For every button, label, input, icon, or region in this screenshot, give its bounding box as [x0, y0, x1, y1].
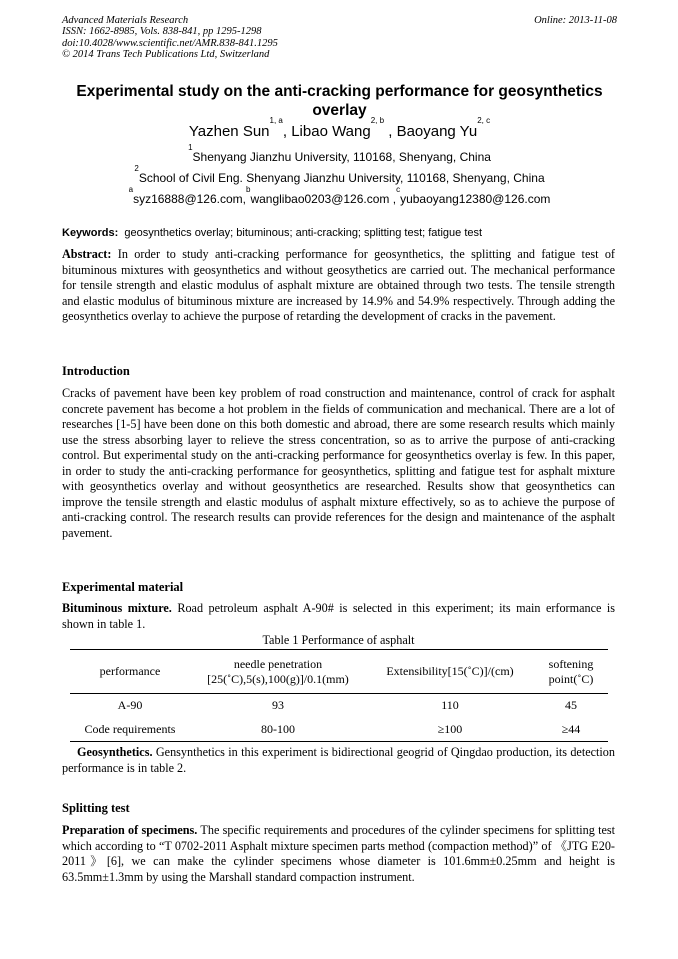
table-cell: 110	[441, 698, 459, 713]
preparation-label: Preparation of specimens.	[62, 823, 198, 837]
email-sup: a	[128, 185, 134, 194]
table-header-row	[70, 650, 608, 694]
table-header-cell: softening point(˚C)	[548, 656, 594, 686]
table-cell: ≥44	[561, 721, 581, 736]
author-separator: ,	[384, 123, 397, 140]
geosynthetics-label: Geosynthetics.	[77, 745, 153, 759]
author-name: Libao Wang	[291, 123, 371, 140]
copyright-line: © 2014 Trans Tech Publications Ltd, Switzerland	[62, 48, 270, 60]
geosynthetics-text: Gensynthetics in this experiment is bidirectional geogrid of Qingdao production, its detection performance is in table 2.	[62, 745, 615, 775]
author-line	[62, 116, 617, 141]
affiliation-sup: 2	[134, 164, 139, 173]
email-link[interactable]: wanglibao0203@126.com ,	[250, 192, 397, 206]
online-date: Online: 2013-11-08	[534, 15, 617, 26]
table-cell: Code requirements	[84, 721, 176, 736]
table-header-cell: needle penetration [25(˚C),5(s),100(g)]/0.1(mm)	[207, 656, 349, 686]
author-name: Yazhen Sun	[188, 123, 270, 140]
geosynthetics-paragraph	[62, 745, 615, 776]
email-line	[62, 185, 617, 207]
table-cell: 80-100	[261, 721, 295, 736]
doi-line[interactable]: doi:10.4028/www.scientific.net/AMR.838-841.1295	[62, 37, 278, 49]
preparation-paragraph	[62, 823, 615, 885]
email-sup: c	[396, 185, 401, 194]
table-row	[70, 694, 608, 718]
table-header-cell: Extensibility[15(˚C)]/(cm)	[386, 664, 514, 678]
bituminous-label: Bituminous mixture.	[62, 601, 172, 615]
keywords-text: geosynthetics overlay; bituminous; anti-cracking; splitting test; fatigue test	[124, 227, 483, 239]
keywords	[62, 226, 617, 240]
affiliation-text: Shenyang Jianzhu University, 110168, Shenyang, China	[192, 150, 491, 164]
author-sup: 2, b	[370, 116, 385, 125]
affiliation-text: School of Civil Eng. Shenyang Jianzhu University, 110168, Shenyang, China	[138, 171, 545, 185]
abstract-label: Abstract:	[62, 247, 112, 261]
introduction-heading: Introduction	[62, 364, 130, 378]
bituminous-paragraph	[62, 601, 615, 632]
affiliation-sup: 1	[188, 143, 193, 152]
affiliation-1	[62, 143, 617, 165]
email-link[interactable]: syz16888@126.com,	[133, 192, 246, 206]
table-cell: ≥100	[437, 721, 463, 736]
preparation-text: The specific requirements and procedures of the cylinder specimens for splitting test which according to “T 0702-2011 Asphalt mixture specimen parts method (compaction method)” of 《JTG E20-2011》[6], we can make the cylinder specimens whose diameter is 101.6mm±0.25mm and height is 63.5mm±1.3mm by using the Marshall standard compaction instrument.	[62, 823, 616, 884]
affiliation-2	[62, 164, 617, 186]
introduction-text: Cracks of pavement have been key problem of road construction and maintenance, control of crack for asphalt concrete pavement has become a hot problem in the fields of communication and mechanical. There are a lot of researches [1-5] have been done on this both domestic and abroad, there are some research results which mainly use the stress absorbing layer to relieve the stress concentration, so as to arrive the purpose of anti-cracking control. But experimental study on the anti-cracking performance for geosynthetics overlay is few. In this paper, in order to study the anti-cracking performance for geosynthetics, splitting and fatigue test for asphalt mixture with geosynthetics overlay and without geosynthetics are researched. Results show that geosynthetics can improve the tensile strength and elastic modulus of asphalt mixture effectively, so as to achieve the purpose of anti-cracking control. The research results can provide references for the design and maintenance of the asphalt pavement.	[62, 386, 615, 540]
abstract-text: In order to study anti-cracking performance for geosynthetics, the splitting and fatigue test of bituminous mixtures with geosynthetics and without geosythetics are carried out. The mechanical performance for tensile strength and elastic modulus of asphalt mixture are obtained through two tests. The tensile strength and elastic modulus of bituminous mixture are increased by 14.9% and 54.9% respectively. Through adding the geosynthetics overlay to achieve the purpose of retarding the development of cracks in the pavement.	[62, 247, 615, 323]
author-sup: 1, a	[269, 116, 283, 125]
keywords-label: Keywords:	[62, 227, 119, 239]
table-caption: Table 1 Performance of asphalt	[262, 633, 415, 647]
table-row	[70, 718, 608, 742]
asphalt-performance-table	[70, 649, 608, 742]
table-cell: 93	[272, 698, 284, 713]
email-sup: b	[246, 185, 251, 194]
author-sup: 2, c	[477, 116, 491, 125]
table-header-cell: performance	[99, 664, 161, 678]
bituminous-text: Road petroleum asphalt A-90# is selected in this experiment; its main erformance is shown in table 1.	[62, 601, 615, 631]
abstract	[62, 247, 615, 325]
paper-title: Experimental study on the anti-cracking performance for geosynthetics overlay	[76, 83, 603, 119]
table-cell: A-90	[117, 698, 143, 713]
issn-line: ISSN: 1662-8985, Vols. 838-841, pp 1295-1298	[62, 26, 262, 38]
author-name: Baoyang Yu	[396, 123, 478, 140]
table-cell: 45	[565, 698, 577, 713]
material-heading: Experimental material	[62, 580, 184, 594]
journal-header	[62, 15, 617, 60]
email-link[interactable]: yubaoyang12380@126.com	[400, 192, 551, 206]
journal-name: Advanced Materials Research	[62, 15, 189, 26]
splitting-heading: Splitting test	[62, 801, 130, 815]
author-separator: ,	[282, 123, 292, 140]
